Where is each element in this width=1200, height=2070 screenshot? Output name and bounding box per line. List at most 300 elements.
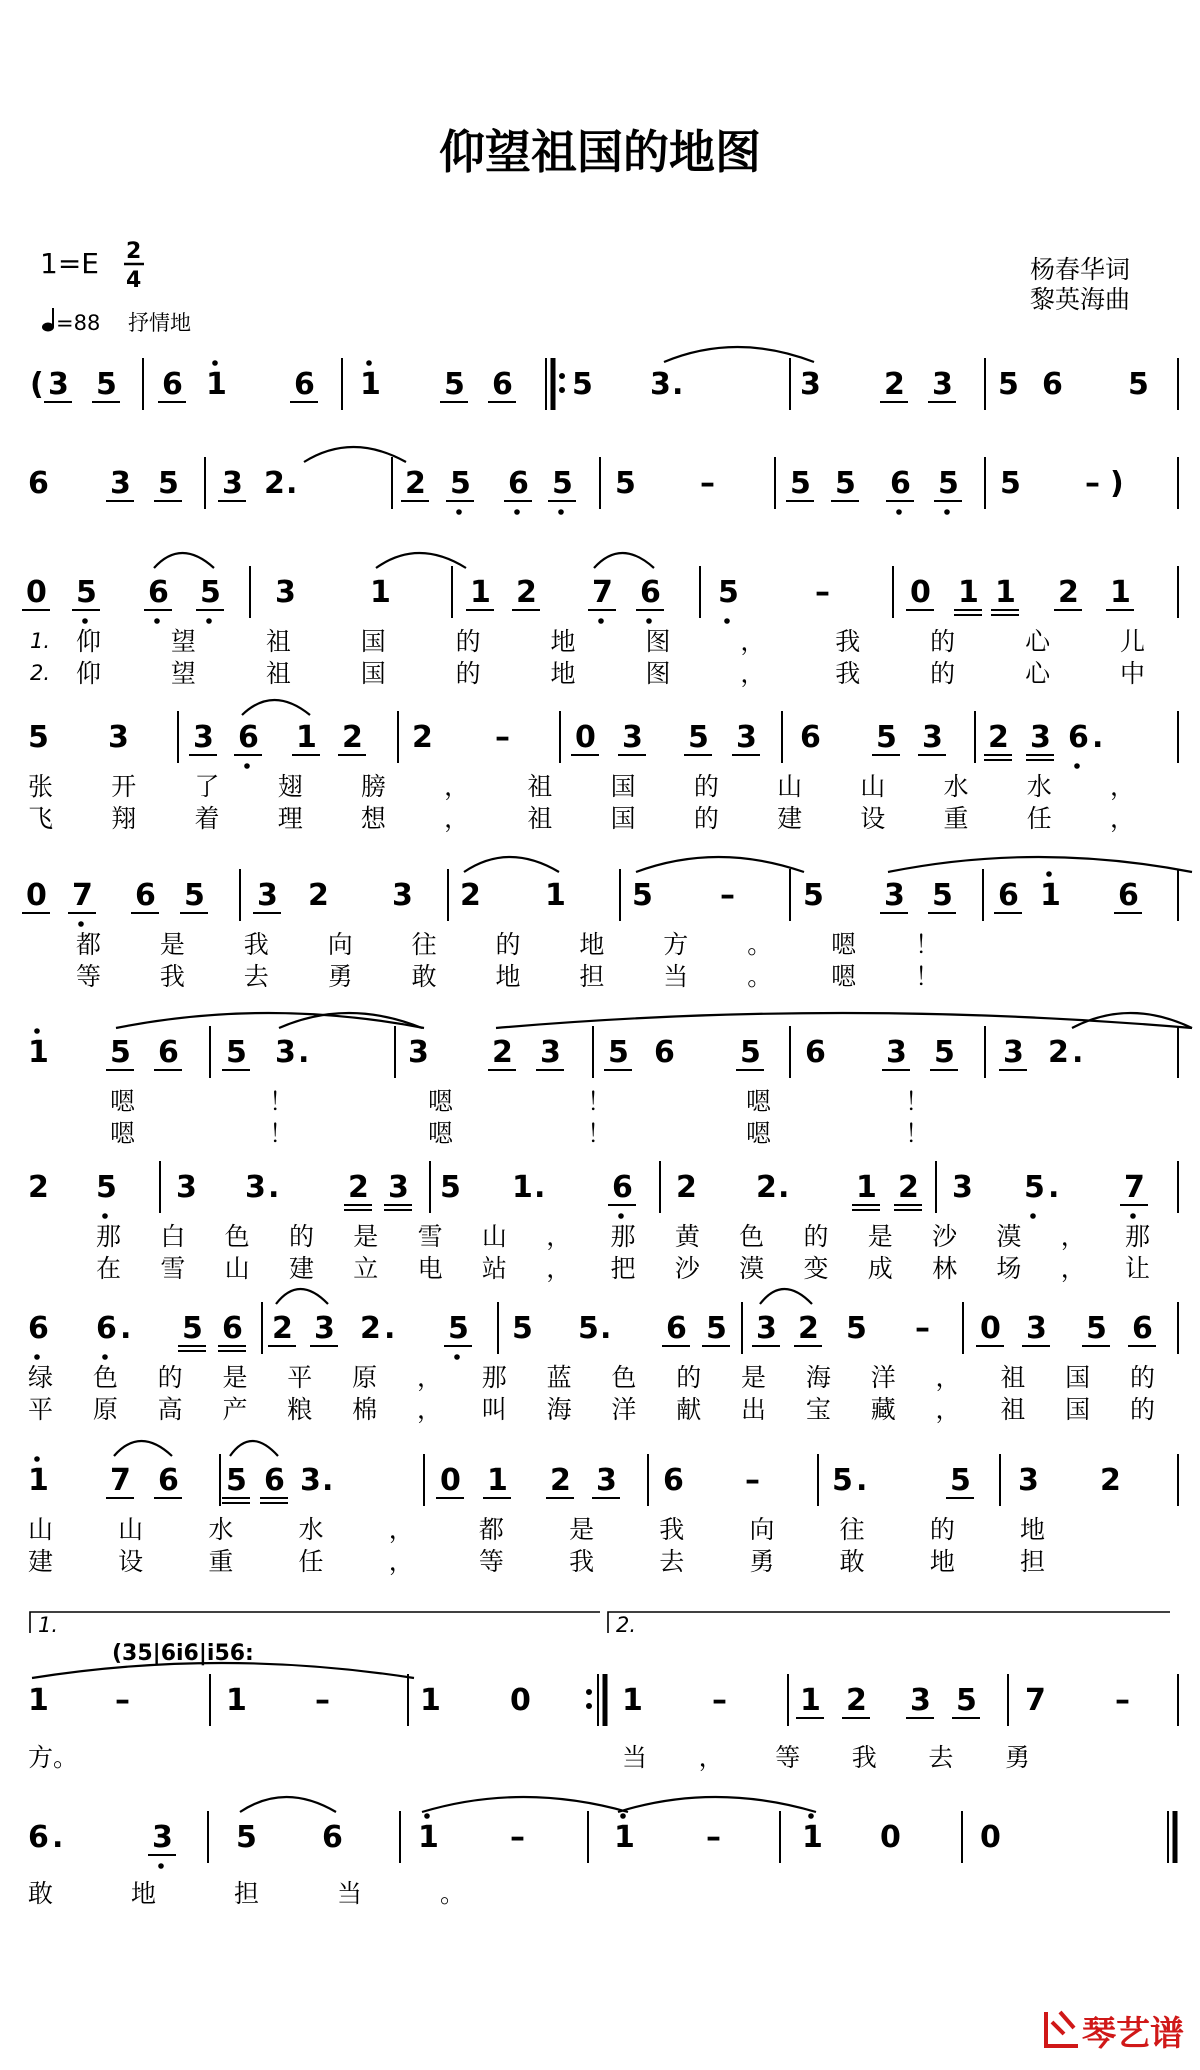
note-r4-23: 6 [1068,720,1089,755]
verse1-line7-char: 是 [569,1515,595,1544]
note-r6-3: 6 [158,1035,179,1070]
low-octave-dot [896,509,902,515]
note-r7-10: 5 [440,1170,461,1205]
note-r7-23: . [1048,1170,1060,1205]
note-r9-8: . [322,1463,334,1498]
note-r8-19: 3 [756,1311,777,1346]
verse1-line6-char: 蓝 [546,1363,572,1392]
note-r11-14: 1 [802,1820,823,1855]
verse1-line2-char: 张 [28,772,54,801]
note-r7-19: 2 [898,1170,919,1205]
note-r7-6: . [268,1170,280,1205]
note-r5-11: 1 [545,878,566,913]
note-r6-17: 6 [805,1035,826,1070]
note-r8-14: 5 [578,1311,599,1346]
verse2-line3-char: 。 [747,962,773,991]
verse2-line3-char: 当 [663,962,689,991]
verse2-line5-char: 山 [224,1254,250,1283]
note-r7-11: 1 [512,1170,533,1205]
verse2-line2-char: 着 [194,804,220,833]
verse2-line5-char: 沙 [674,1254,700,1283]
verse1-line5-char: 的 [288,1222,314,1251]
note-r10-5: – [315,1683,330,1718]
note-r8-24: 0 [980,1311,1001,1346]
verse1-line2-char: 水 [943,772,969,801]
note-r6-5: 5 [226,1035,247,1070]
note-r8-2: 6 [96,1311,117,1346]
verse1-line3-char: 。 [747,930,773,959]
note-r6-9: 3 [408,1035,429,1070]
verse2-line5-char: 林 [932,1254,958,1283]
high-octave-dot [424,1813,430,1819]
verse1-line5-char: 那 [610,1222,636,1251]
verse1-line2-char: 山 [777,772,803,801]
verse1-line5-char: 色 [739,1222,765,1251]
note-r6-19: 5 [934,1035,955,1070]
high-octave-dot [34,1456,40,1462]
verse2-line7-char: 我 [569,1547,595,1576]
verse1-line1-char: 图 [645,627,671,656]
first-ending-label: 1. [38,1613,59,1637]
verse2-line5-char: 把 [610,1254,636,1283]
note-r11-17: 0 [980,1820,1001,1855]
note-r2-9: 2 [405,466,426,501]
final-lyric-char: 当 [337,1879,363,1908]
note-r4-9: 2 [412,720,433,755]
verse2-line7-char: 地 [929,1547,955,1576]
verse1-line2-char: 国 [610,772,636,801]
verse2-line7-char: 去 [659,1547,685,1576]
note-r4-10: – [495,720,510,755]
note-r3-4: 5 [200,575,221,610]
low-octave-dot [78,921,84,927]
ending2-lyric-char: 去 [928,1743,954,1772]
tie-slur [664,347,814,362]
high-octave-dot [1046,871,1052,877]
note-r8-7: 2 [272,1311,293,1346]
ending2-lyric-char: 当 [622,1743,648,1772]
note-r3-2: 5 [76,575,97,610]
verse1-line6-char: 的 [676,1363,702,1392]
verse2-line5-char: ， [1060,1254,1086,1283]
note-r1-11: 6 [492,367,513,402]
verse1-line3-char: 的 [495,930,521,959]
low-octave-dot [158,1863,164,1869]
note-r8-22: – [915,1311,930,1346]
verse1-line2-char: ， [444,772,470,801]
note-r1-9: 1 [360,367,381,402]
verse1-line5-char: 沙 [932,1222,958,1251]
verse1-line5-char: 漠 [996,1222,1022,1251]
verse1-line5-char: 的 [803,1222,829,1251]
note-r10-16: 5 [956,1683,977,1718]
note-r4-24: . [1092,720,1104,755]
verse1-line5-char: 雪 [417,1222,443,1251]
verse1-line6-char: 平 [287,1363,313,1392]
verse2-line3-char: 地 [495,962,521,991]
verse2-line2-char: 设 [860,804,886,833]
verse1-line7-char: 地 [1020,1515,1046,1544]
note-r3-12: 6 [640,575,661,610]
note-r4-6: 1 [296,720,317,755]
note-r1-10: 5 [444,367,465,402]
verse2-line7-char: 任 [298,1547,324,1576]
verse2-line2-char: 任 [1026,804,1052,833]
note-r5-16: 5 [803,878,824,913]
low-octave-dot [944,509,950,515]
verse2-line6-char: 献 [676,1395,702,1424]
note-r8-17: 5 [706,1311,727,1346]
verse2-line7-char: 等 [478,1547,504,1576]
note-r6-2: 5 [110,1035,131,1070]
note-r9-16: – [745,1463,760,1498]
verse1-line5-char: 是 [867,1222,893,1251]
note-r3-20: 2 [1058,575,1079,610]
verse2-line2-char: 想 [360,804,386,833]
second-ending-label: 2. [616,1613,637,1637]
verse2-line5-char: 让 [1125,1254,1151,1283]
verse1-line2-char: 的 [693,772,719,801]
verse2-line7-char: 担 [1020,1547,1046,1576]
note-r7-18: 1 [856,1170,877,1205]
expression-marking: 抒情地 [128,311,191,335]
verse2-line4-char: ！ [587,1119,613,1148]
note-r3-17: 0 [910,575,931,610]
repeat-dot [560,388,565,393]
note-r1-3: 5 [96,367,117,402]
verse2-line3-char: 担 [579,962,605,991]
note-r6-21: 3 [1003,1035,1024,1070]
note-r6-10: 2 [492,1035,513,1070]
verse1-line7-char: 山 [28,1515,54,1544]
note-r7-8: 3 [388,1170,409,1205]
note-r8-4: 5 [182,1311,203,1346]
verse2-line6-char: 平 [28,1395,54,1424]
note-r9-6: 6 [264,1463,285,1498]
verse2-line7-char: 重 [208,1547,234,1576]
verse2-line5-char: 在 [96,1254,122,1283]
note-r11-12: – [706,1820,721,1855]
note-r3-19: 1 [995,575,1016,610]
verse1-line1-char: ， [740,627,766,656]
note-r6-14: 6 [654,1035,675,1070]
note-r2-14: 5 [615,466,636,501]
verse1-line7-char: 水 [298,1515,324,1544]
low-octave-dot [514,509,520,515]
note-r11-3: 3 [152,1820,173,1855]
note-r10-19: – [1115,1683,1130,1718]
verse1-line1-char: 的 [930,627,956,656]
verse2-line3-char: 我 [159,962,185,991]
verse1-line1-char: 国 [360,627,386,656]
tie-slur [636,857,804,872]
note-r6-7: . [298,1035,310,1070]
note-r10-13: 1 [800,1683,821,1718]
final-lyric-char: 地 [131,1879,157,1908]
verse1-line1-char: 地 [550,627,576,656]
ending2-lyric-char: 等 [775,1743,801,1772]
note-r4-19: 3 [922,720,943,755]
note-r5-3: 6 [135,878,156,913]
note-r2-19: 6 [890,466,911,501]
verse2-line6-char: 的 [1130,1395,1156,1424]
verse2-line5-char: 建 [288,1254,314,1283]
verse1-line7-char: 的 [929,1515,955,1544]
verse1-line6-char: 祖 [1000,1363,1026,1392]
low-octave-dot [456,509,462,515]
note-r7-13: 6 [612,1170,633,1205]
verse2-line5-char: 场 [996,1254,1022,1283]
verse2-line6-char: 洋 [611,1395,637,1424]
verse1-line3-char: 向 [327,930,353,959]
note-r8-10: . [384,1311,396,1346]
low-octave-dot [598,618,604,624]
verse1-line5-char: 山 [481,1222,507,1251]
tie-slur [618,1797,816,1812]
key-signature: 1=E [40,247,99,280]
note-r3-7: 1 [370,575,391,610]
note-r5-18: 5 [932,878,953,913]
verse2-line3-char: 去 [243,962,269,991]
note-r1-17: 3 [800,367,821,402]
verse2-line1-char: 的 [455,659,481,688]
note-r3-11: 7 [592,575,613,610]
verse2-line2-char: ， [1110,804,1136,833]
verse1-line4-char: ！ [269,1087,295,1116]
verse2-line5-char: 漠 [739,1254,765,1283]
low-octave-dot [646,618,652,624]
verse1-line4-char: 嗯 [110,1087,136,1116]
verse1-line1-char: 儿 [1120,627,1146,656]
note-r7-12: . [534,1170,546,1205]
note-r4-17: 6 [800,720,821,755]
note-r2-24: ) [1110,466,1124,501]
verse1-line3-char: 都 [76,930,102,959]
low-octave-dot [1030,1213,1036,1219]
verse2-line7-char: ， [388,1547,414,1576]
note-r3-3: 6 [148,575,169,610]
verse1-line2-char: 山 [860,772,886,801]
note-r10-10: 1 [622,1683,643,1718]
note-r2-10: 5 [450,466,471,501]
note-r7-22: 5 [1024,1170,1045,1205]
tie-slur [114,1441,172,1456]
verse2-line1-char: 祖 [265,659,291,688]
verse2-line5-char: 变 [803,1254,829,1283]
verse1-line1-char: 的 [455,627,481,656]
verse2-line6-char: 宝 [805,1395,831,1424]
tie-slur [230,1441,278,1456]
verse1-line5-char: ， [546,1222,572,1251]
verse1-line6-char: 是 [741,1363,767,1392]
verse2-line5-char: 电 [417,1254,443,1283]
verse2-line6-char: 产 [222,1395,248,1424]
verse1-line7-char: 往 [839,1515,865,1544]
note-r8-8: 3 [314,1311,335,1346]
verse2-line6-char: 叫 [481,1395,507,1424]
verse1-line7-char: 我 [659,1515,685,1544]
tie-slur [154,553,214,568]
verse1-line3-char: ！ [915,930,941,959]
note-r9-18: 5 [832,1463,853,1498]
note-r11-11: 1 [614,1820,635,1855]
tie-slur [276,1289,328,1304]
note-r6-15: 5 [740,1035,761,1070]
verse2-line2-char: 飞 [28,804,54,833]
note-r1-14: 3 [650,367,671,402]
note-r7-21: 3 [952,1170,973,1205]
note-r5-21: 1 [1040,878,1061,913]
verse1-line2-char: 祖 [527,772,553,801]
verse1-line7-char: 山 [118,1515,144,1544]
note-r9-3: 6 [158,1463,179,1498]
time-signature-denominator: 4 [126,268,142,293]
note-r7-5: 3 [245,1170,266,1205]
note-r11-1: 6 [28,1820,49,1855]
note-r9-7: 3 [300,1463,321,1498]
verse1-marker: 1. [30,629,51,653]
verse1-line6-char: 的 [1130,1363,1156,1392]
note-r6-1: 1 [28,1035,49,1070]
note-r7-7: 2 [348,1170,369,1205]
high-octave-dot [808,1813,814,1819]
verse2-line5-char: 站 [481,1254,507,1283]
low-octave-dot [1074,763,1080,769]
note-r11-8: 1 [418,1820,439,1855]
note-r10-1: 1 [28,1683,49,1718]
tie-slur [422,1797,628,1812]
note-r5-8: 3 [392,878,413,913]
note-r9-22: 3 [1018,1463,1039,1498]
verse1-line6-char: 国 [1065,1363,1091,1392]
note-r4-21: 2 [988,720,1009,755]
verse2-line5-char: 雪 [160,1254,186,1283]
tie-slur [240,1797,336,1812]
verse1-line2-char: 膀 [360,772,386,801]
note-r1-1: ( [30,367,44,402]
second-ending-bracket [608,1612,1170,1633]
note-r7-15: 2 [676,1170,697,1205]
note-r9-11: 1 [487,1463,508,1498]
verse1-line6-char: 原 [352,1363,378,1392]
final-lyric-char: 敢 [28,1879,54,1908]
first-ending-intro: (35|6i6|i56: [112,1641,254,1666]
verse2-line6-char: 高 [157,1395,183,1424]
low-octave-dot [34,1354,40,1360]
note-r5-10: 2 [460,878,481,913]
verse2-line1-char: 仰 [76,659,102,688]
final-lyric-char: 。 [440,1879,466,1908]
lyricist-credit: 杨春华词 [1030,255,1131,284]
verse1-line1-char: 仰 [76,627,102,656]
note-r5-7: 2 [308,878,329,913]
verse2-line1-char: ， [740,659,766,688]
note-r6-23: . [1072,1035,1084,1070]
verse1-line6-char: 洋 [870,1363,896,1392]
verse2-line4-char: 嗯 [746,1119,772,1148]
note-r7-24: 7 [1124,1170,1145,1205]
verse2-line6-char: 棉 [352,1395,378,1424]
verse2-line1-char: 的 [930,659,956,688]
repeat-dot [587,1704,592,1709]
verse1-line5-char: 色 [224,1222,250,1251]
verse1-line5-char: 白 [160,1222,186,1251]
verse1-line3-char: 地 [579,930,605,959]
note-r5-14: – [720,878,735,913]
verse2-line1-char: 我 [835,659,861,688]
note-r2-20: 5 [938,466,959,501]
note-r10-11: – [712,1683,727,1718]
verse1-line6-char: ， [935,1363,961,1392]
verse1-line6-char: 的 [157,1363,183,1392]
note-r6-18: 3 [886,1035,907,1070]
note-r8-13: 5 [512,1311,533,1346]
verse2-line3-char: 等 [76,962,102,991]
time-signature-numerator: 2 [126,239,142,264]
qinyipu-logo-icon [1046,2012,1078,2046]
final-lyric-char: 担 [234,1879,260,1908]
verse2-line6-char: 祖 [1000,1395,1026,1424]
verse2-line2-char: 翔 [111,804,137,833]
low-octave-dot [82,618,88,624]
verse1-line5-char: 黄 [674,1222,700,1251]
low-octave-dot [244,763,250,769]
note-r2-5: 3 [222,466,243,501]
composer-credit: 黎英海曲 [1030,285,1131,314]
note-r2-17: 5 [790,466,811,501]
verse2-line5-char: ， [546,1254,572,1283]
verse1-line4-char: 嗯 [428,1087,454,1116]
note-r4-18: 5 [876,720,897,755]
note-r5-20: 6 [998,878,1019,913]
note-r11-2: . [52,1820,64,1855]
ending2-lyric-char: 勇 [1005,1743,1031,1772]
note-r5-4: 5 [184,878,205,913]
note-r2-2: 3 [110,466,131,501]
verse1-line7-char: 水 [208,1515,234,1544]
note-r4-13: 3 [622,720,643,755]
tie-slur [304,447,406,462]
verse2-line6-char: 原 [92,1395,118,1424]
verse2-line6-char: 出 [741,1395,767,1424]
note-r10-2: – [115,1683,130,1718]
note-r9-1: 1 [28,1463,49,1498]
note-r1-2: 3 [48,367,69,402]
high-octave-dot [212,360,218,366]
note-r5-1: 0 [26,878,47,913]
verse1-line5-char: 那 [1125,1222,1151,1251]
verse1-line5-char: 那 [96,1222,122,1251]
verse2-line2-char: 祖 [527,804,553,833]
verse2-line2-char: 理 [277,804,303,833]
tie-slur [279,1013,422,1028]
verse1-line7-char: 都 [478,1515,504,1544]
verse2-line1-char: 国 [360,659,386,688]
verse2-line6-char: 藏 [870,1395,896,1424]
verse2-line2-char: 重 [943,804,969,833]
note-r2-3: 5 [158,466,179,501]
repeat-dot [587,1690,592,1695]
low-octave-dot [454,1354,460,1360]
low-octave-dot [558,509,564,515]
ending1-lyric: 方。 [28,1743,79,1772]
note-r1-23: 5 [1128,367,1149,402]
verse1-line6-char: 那 [481,1363,507,1392]
note-r2-1: 6 [28,466,49,501]
note-r3-15: – [815,575,830,610]
low-octave-dot [206,618,212,624]
tie-slur [376,553,466,568]
